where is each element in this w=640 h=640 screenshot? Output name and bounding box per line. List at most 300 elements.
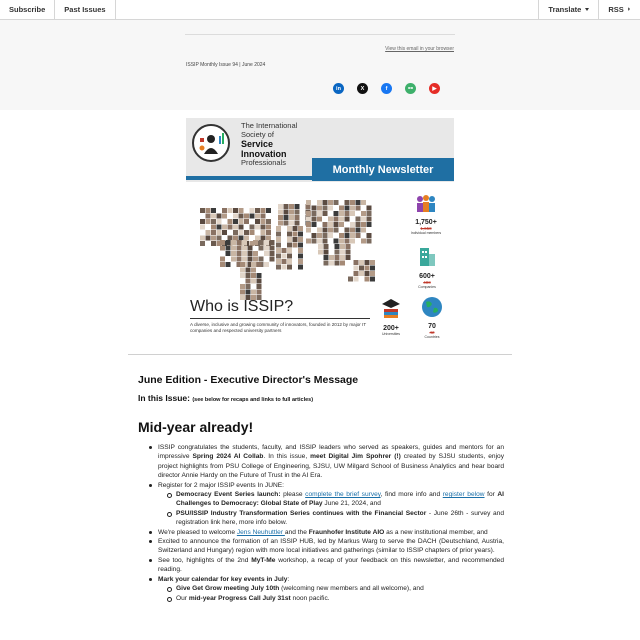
photo-tile: [335, 244, 340, 249]
photo-tile: [284, 215, 289, 220]
photo-tile: [246, 268, 251, 273]
photo-tile: [261, 208, 266, 213]
photo-tile: [200, 225, 205, 230]
rss-icon: ◗: [626, 6, 631, 13]
translate-label: Translate: [548, 5, 582, 14]
photo-tile: [298, 248, 303, 253]
photo-tile: [340, 244, 345, 249]
photo-tile: [334, 228, 339, 233]
photo-tile: [306, 211, 311, 216]
photo-tile: [276, 243, 281, 248]
preheader-divider: [185, 34, 455, 35]
text: workshop, a recap of your feedback on this newsletter, and recommended reading.: [158, 556, 505, 574]
photo-tile: [329, 255, 334, 260]
photo-tile: [242, 251, 247, 256]
photo-tile: [317, 217, 322, 222]
photo-tile: [312, 211, 317, 216]
photo-tile: [348, 277, 353, 282]
photo-tile: [282, 265, 287, 270]
photo-tile: [323, 211, 328, 216]
stat-label: Companies: [418, 285, 436, 289]
text-bold: Democracy Event Series launch:: [176, 491, 281, 499]
photo-tile: [244, 230, 249, 235]
photo-tile: [298, 259, 303, 264]
register-link[interactable]: register below: [442, 491, 485, 499]
photo-tile: [328, 206, 333, 211]
photo-tile: [264, 251, 269, 256]
photo-tile: [365, 271, 370, 276]
photo-tile: [324, 255, 329, 260]
text: :: [287, 575, 290, 583]
photo-tile: [251, 273, 256, 278]
photo-tile: [206, 230, 211, 235]
photo-tile: [228, 236, 233, 241]
text: We're pleased to welcome: [158, 528, 237, 536]
photo-tile: [339, 206, 344, 211]
photo-tile: [251, 279, 256, 284]
sub-list: [158, 584, 504, 603]
photo-tile: [340, 261, 345, 266]
photo-tile: [248, 251, 253, 256]
photo-tile: [345, 228, 350, 233]
text-bold: AI Challenges to Democracy: Global State of Play: [176, 491, 505, 508]
photo-tile: [295, 204, 300, 209]
text: June 21, 2024, and: [322, 500, 381, 508]
photo-tile: [367, 217, 372, 222]
photo-tile: [217, 214, 222, 219]
photo-tile: [317, 233, 322, 238]
photo-tile: [250, 214, 255, 219]
photo-tile: [335, 250, 340, 255]
photo-tile: [217, 230, 222, 235]
photo-tile: [233, 236, 238, 241]
photo-tile: [244, 214, 249, 219]
building-icon: [417, 246, 437, 268]
photo-tile: [211, 230, 216, 235]
photo-tile: [312, 206, 317, 211]
text-bold: PSU/ISSIP Industry Transformation Series continues with the Financial Sector: [176, 509, 427, 517]
photo-tile: [270, 251, 275, 256]
photo-tile: [217, 225, 222, 230]
photo-tile: [346, 255, 351, 260]
photo-tile: [228, 208, 233, 213]
photo-tile: [261, 219, 266, 224]
photo-tile: [211, 241, 216, 246]
list-item: [158, 528, 504, 537]
photo-tile: [361, 211, 366, 216]
photo-tile: [361, 239, 366, 244]
stat-number: 600+: [419, 273, 435, 280]
photo-tile: [350, 206, 355, 211]
photo-tile: [298, 243, 303, 248]
photo-tile: [361, 222, 366, 227]
photo-tile: [318, 250, 323, 255]
social-links: [333, 83, 440, 94]
photo-tile: [334, 211, 339, 216]
photo-tile: [244, 219, 249, 224]
text: See too, highlights of the 2nd: [158, 556, 252, 564]
preheader: [0, 20, 640, 110]
jens-neuhuttler-link[interactable]: Jens Neuhuttler: [236, 528, 285, 536]
view-in-browser-link[interactable]: View this email in your browser: [385, 46, 454, 52]
photo-tile: [334, 239, 339, 244]
stat-members: [404, 194, 448, 235]
photo-tile: [306, 200, 311, 205]
stat-old-number: 1,650: [420, 226, 432, 231]
photo-tile: [345, 211, 350, 216]
in-this-issue-label: In this Issue:: [138, 393, 190, 403]
photo-tile: [365, 260, 370, 265]
photo-tile: [200, 208, 205, 213]
photo-tile: [237, 251, 242, 256]
photo-tile: [293, 226, 298, 231]
stat-old-number: 42: [429, 330, 435, 335]
photo-tile: [335, 255, 340, 260]
sub-list-item: [176, 594, 504, 603]
stat-label: Countries: [424, 335, 440, 339]
photo-tile: [240, 262, 245, 267]
translate-dropdown[interactable]: [538, 0, 598, 20]
photo-tile: [287, 243, 292, 248]
photo-tile: [255, 208, 260, 213]
photo-tile: [367, 222, 372, 227]
stat-number: 70: [428, 323, 436, 330]
photo-tile: [298, 232, 303, 237]
survey-link[interactable]: complete the brief survey: [305, 491, 381, 499]
photo-tile: [259, 240, 264, 245]
photo-tile: [350, 211, 355, 216]
photo-tile: [231, 246, 236, 251]
photo-tile: [233, 208, 238, 213]
photo-tile: [284, 204, 289, 209]
photo-tile: [240, 290, 245, 295]
photo-tile: [340, 255, 345, 260]
photo-tile: [248, 257, 253, 262]
photo-tile: [217, 236, 222, 241]
photo-tile: [367, 206, 372, 211]
photo-tile: [233, 230, 238, 235]
photo-tile: [370, 277, 375, 282]
photo-tile: [361, 228, 366, 233]
photo-tile: [323, 206, 328, 211]
photo-tile: [266, 219, 271, 224]
photo-tile: [339, 239, 344, 244]
photo-tile: [270, 257, 275, 262]
photo-tile: [259, 257, 264, 262]
facebook-icon[interactable]: f: [381, 83, 392, 94]
newsletter-body: [138, 374, 504, 603]
photo-tile: [251, 262, 256, 267]
text: Register for 2 major ISSIP events In JUNE:: [158, 481, 284, 489]
youtube-icon[interactable]: ▶: [429, 83, 440, 94]
text: as a new institutional member, and: [384, 528, 488, 536]
world-map-photo-collage: [190, 186, 390, 306]
photo-tile: [293, 243, 298, 248]
newsletter-banner: [186, 118, 454, 350]
photo-tile: [255, 214, 260, 219]
photo-tile: [242, 257, 247, 262]
sub-list: [158, 490, 504, 528]
photo-tile: [365, 277, 370, 282]
photo-tile: [233, 219, 238, 224]
photo-tile: [317, 228, 322, 233]
logo-line: The International: [241, 121, 298, 130]
photo-tile: [244, 236, 249, 241]
photo-tile: [345, 200, 350, 205]
photo-tile: [226, 246, 231, 251]
photo-tile: [324, 250, 329, 255]
text-bold: mid-year Progress Call July 31st: [188, 594, 291, 602]
logo-line: Professionals: [241, 158, 287, 167]
text: (welcoming new members and all welcome), and: [279, 585, 424, 593]
in-this-issue-heading: [138, 393, 504, 403]
photo-tile: [323, 228, 328, 233]
photo-tile: [276, 226, 281, 231]
subscribe-link[interactable]: Subscribe: [0, 0, 55, 20]
photo-tile: [354, 260, 359, 265]
photo-tile: [231, 240, 236, 245]
logo-line: Society of: [241, 129, 274, 139]
photo-tile: [282, 254, 287, 259]
text: Excited to announce the formation of an ISSIP HUB, led by Markus Warg to serve the DACH (Deutschland, Austria, Switzerland and Hungary) region with more local initiatives and gatherings (similar to ISSIP chapters of prior years).: [158, 538, 504, 555]
photo-tile: [217, 219, 222, 224]
photo-tile: [222, 225, 227, 230]
photo-tile: [359, 271, 364, 276]
photo-tile: [350, 200, 355, 205]
website-link-icon[interactable]: ⚯: [405, 83, 416, 94]
photo-tile: [250, 208, 255, 213]
photo-tile: [289, 204, 294, 209]
photo-tile: [346, 250, 351, 255]
photo-tile: [264, 240, 269, 245]
photo-tile: [356, 233, 361, 238]
list-item: [158, 443, 504, 481]
past-issues-link[interactable]: Past Issues: [55, 0, 115, 20]
photo-tile: [367, 233, 372, 238]
photo-tile: [220, 246, 225, 251]
photo-tile: [253, 257, 258, 262]
section-divider: [128, 354, 512, 355]
photo-tile: [206, 236, 211, 241]
photo-tile: [276, 265, 281, 270]
photo-tile: [266, 208, 271, 213]
photo-tile: [328, 233, 333, 238]
photo-tile: [287, 232, 292, 237]
photo-tile: [226, 240, 231, 245]
photo-tile: [287, 248, 292, 253]
photo-tile: [298, 237, 303, 242]
photo-tile: [346, 244, 351, 249]
stat-number: 1,750+: [415, 219, 437, 226]
photo-tile: [359, 266, 364, 271]
photo-tile: [339, 222, 344, 227]
photo-tile: [356, 222, 361, 227]
photo-tile: [239, 230, 244, 235]
text: . In this issue,: [263, 453, 311, 461]
photo-tile: [226, 251, 231, 256]
rss-label: RSS: [608, 5, 624, 14]
photo-tile: [306, 228, 311, 233]
photo-tile: [350, 239, 355, 244]
x-icon[interactable]: X: [357, 83, 368, 94]
photo-tile: [250, 230, 255, 235]
photo-tile: [278, 215, 283, 220]
sub-list-item: [176, 490, 504, 509]
photo-tile: [339, 217, 344, 222]
photo-tile: [257, 273, 262, 278]
text-bold: Spring 2024 AI Collab: [192, 453, 264, 461]
who-description: A diverse, inclusive and growing community of innovators, founded in 2012 by major IT companies and respected university partners: [190, 322, 367, 333]
photo-tile: [324, 261, 329, 266]
photo-tile: [323, 222, 328, 227]
people-icon: [414, 194, 438, 214]
photo-tile: [222, 230, 227, 235]
photo-tile: [211, 208, 216, 213]
photo-tile: [328, 222, 333, 227]
midyear-heading: Mid-year already!: [138, 419, 254, 435]
list-item: [158, 556, 504, 575]
logo-line: Innovation: [241, 149, 287, 159]
photo-tile: [257, 290, 262, 295]
photo-tile: [261, 225, 266, 230]
stat-old-number: 400: [423, 280, 431, 285]
photo-tile: [334, 217, 339, 222]
photo-tile: [354, 266, 359, 271]
photo-tile: [295, 221, 300, 226]
photo-tile: [206, 208, 211, 213]
photo-tile: [211, 225, 216, 230]
photo-tile: [323, 200, 328, 205]
photo-tile: [365, 266, 370, 271]
text-bold: MyT-Me: [251, 556, 276, 564]
stat-universities: [374, 298, 408, 336]
photo-tile: [350, 228, 355, 233]
photo-tile: [239, 214, 244, 219]
linkedin-icon[interactable]: in: [333, 83, 344, 94]
photo-tile: [334, 222, 339, 227]
photo-tile: [370, 260, 375, 265]
photo-tile: [287, 259, 292, 264]
who-is-issip-heading: Who is ISSIP?: [190, 298, 294, 315]
photo-tile: [231, 257, 236, 262]
photo-tile: [345, 217, 350, 222]
rss-link[interactable]: [598, 0, 640, 20]
photo-tile: [276, 248, 281, 253]
photo-tile: [264, 262, 269, 267]
text: ISSIP congratulates the students, faculty, and ISSIP leaders who served as speakers, guides and mentors for an impressive: [158, 444, 504, 461]
text-bold: Give Get Grow meeting July 10th: [176, 585, 280, 593]
photo-tile: [250, 225, 255, 230]
photo-tile: [329, 261, 334, 266]
photo-tile: [237, 240, 242, 245]
photo-tile: [317, 211, 322, 216]
photo-tile: [211, 236, 216, 241]
photo-tile: [253, 251, 258, 256]
photo-tile: [226, 262, 231, 267]
edition-title: June Edition - Executive Director's Message: [138, 374, 359, 386]
photo-tile: [298, 254, 303, 259]
photo-tile: [306, 222, 311, 227]
photo-tile: [231, 251, 236, 256]
photo-tile: [270, 240, 275, 245]
photo-tile: [284, 210, 289, 215]
text-bold: Mark your calendar for key events in July: [158, 575, 288, 583]
photo-tile: [240, 273, 245, 278]
photo-tile: [242, 246, 247, 251]
photo-tile: [240, 284, 245, 289]
photo-tile: [328, 228, 333, 233]
photo-tile: [222, 208, 227, 213]
issue-info: ISSIP Monthly Issue 94 | June 2024: [186, 62, 266, 68]
list-item: [158, 575, 504, 603]
issip-logo-icon: [192, 124, 230, 162]
photo-tile: [261, 214, 266, 219]
books-icon: [381, 298, 401, 320]
photo-tile: [312, 217, 317, 222]
photo-tile: [312, 222, 317, 227]
photo-tile: [261, 230, 266, 235]
photo-tile: [287, 254, 292, 259]
photo-tile: [228, 225, 233, 230]
photo-tile: [287, 226, 292, 231]
photo-tile: [359, 260, 364, 265]
photo-tile: [356, 200, 361, 205]
text: created by SJSU students, enjoy project highlights from PSU College of Engineering, SJSU, UW Milgard School of Business Analytics and hear board director Annie Hardy on the Future of Trust in the AI Era.: [158, 453, 504, 480]
photo-tile: [206, 219, 211, 224]
photo-tile: [200, 241, 205, 246]
photo-tile: [246, 279, 251, 284]
photo-tile: [334, 200, 339, 205]
photo-tile: [246, 273, 251, 278]
photo-tile: [251, 268, 256, 273]
photo-tile: [287, 237, 292, 242]
photo-tile: [282, 259, 287, 264]
photo-tile: [356, 206, 361, 211]
photo-tile: [228, 219, 233, 224]
photo-tile: [259, 246, 264, 251]
photo-tile: [367, 211, 372, 216]
photo-tile: [345, 206, 350, 211]
photo-tile: [345, 233, 350, 238]
top-nav-bar: [0, 0, 640, 20]
photo-tile: [237, 246, 242, 251]
photo-tile: [276, 259, 281, 264]
photo-tile: [266, 236, 271, 241]
photo-tile: [233, 225, 238, 230]
photo-tile: [318, 244, 323, 249]
stat-label: Universities: [381, 332, 401, 336]
photo-tile: [278, 221, 283, 226]
photo-tile: [323, 233, 328, 238]
photo-tile: [220, 262, 225, 267]
monthly-newsletter-label: Monthly Newsletter: [312, 158, 454, 181]
photo-tile: [240, 268, 245, 273]
photo-tile: [350, 222, 355, 227]
photo-tile: [257, 284, 262, 289]
photo-tile: [276, 232, 281, 237]
photo-tile: [266, 230, 271, 235]
photo-tile: [222, 214, 227, 219]
photo-tile: [248, 246, 253, 251]
photo-tile: [246, 284, 251, 289]
photo-tile: [239, 225, 244, 230]
sub-list-item: [176, 584, 504, 593]
photo-tile: [356, 228, 361, 233]
photo-tile: [345, 239, 350, 244]
photo-tile: [293, 237, 298, 242]
text: for: [484, 491, 498, 499]
photo-tile: [278, 204, 283, 209]
